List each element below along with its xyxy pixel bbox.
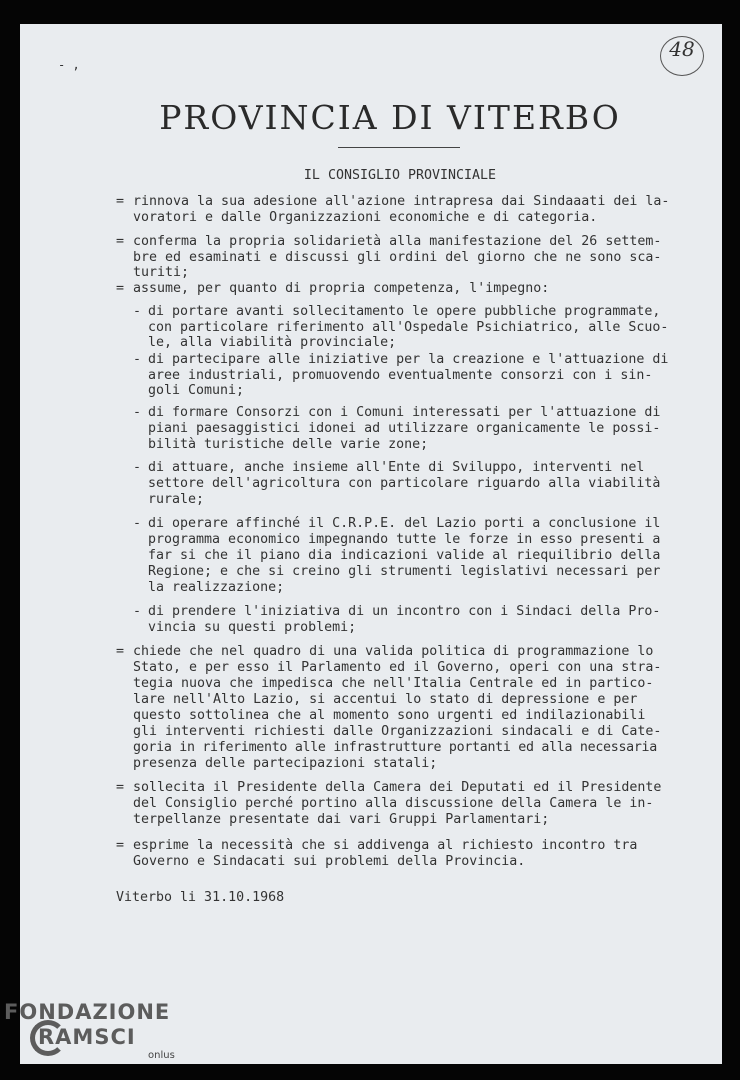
item-line: conferma la propria solidarietà alla manifestazione del 26 settem- (133, 234, 662, 249)
page-number: 48 (669, 37, 695, 61)
item-line: Stato, e per esso il Parlamento ed il Governo, operi con una stra- (133, 660, 662, 675)
subitem-line: con particolare riferimento all'Ospedale Psichiatrico, alle Scuo- (148, 320, 669, 335)
item-line: voratori e dalle Organizzazioni economiche e di categoria. (133, 210, 598, 225)
subitem-line: di attuare, anche insieme all'Ente di Sviluppo, interventi nel (148, 460, 645, 475)
title-underline (338, 147, 460, 148)
item-line: sollecita il Presidente della Camera dei Deputati ed il Presidente (133, 780, 662, 795)
subitem-line: piani paesaggistici idonei ad utilizzare organicamente le possi- (148, 421, 661, 436)
item-line: Governo e Sindacati sui problemi della Provincia. (133, 854, 526, 869)
item-line: gli interventi richiesti dalle Organizzazioni sindacali e di Cate- (133, 724, 662, 739)
subitem-bullet: - (133, 304, 142, 319)
document-title: PROVINCIA DI VITERBO (159, 98, 621, 137)
subitem-line: far si che il piano dia indicazioni valide al riequilibrio della (148, 548, 661, 563)
item-bullet: = (116, 644, 125, 659)
subitem-line: di operare affinché il C.R.P.E. del Lazio porti a conclusione il (148, 516, 661, 531)
subitem-line: di partecipare alle iniziative per la creazione e l'attuazione di (148, 352, 669, 367)
item-line: terpellanze presentate dai vari Gruppi Parlamentari; (133, 812, 550, 827)
watermark-line-1: FONDAZIONE (4, 1000, 171, 1024)
subitem-line: goli Comuni; (148, 383, 245, 398)
item-line: del Consiglio perché portino alla discussione della Camera le in- (133, 796, 654, 811)
item-bullet: = (116, 234, 125, 249)
margin-marks: - , (58, 58, 80, 72)
subitem-line: le, alla viabilità provinciale; (148, 335, 397, 350)
item-line: presenza delle partecipazioni statali; (133, 756, 438, 771)
subitem-bullet: - (133, 405, 142, 420)
item-line: chiede che nel quadro di una valida politica di programmazione lo (133, 644, 654, 659)
item-line: esprime la necessità che si addivenga al richiesto incontro tra (133, 838, 638, 853)
subitem-line: di prendere l'iniziativa di un incontro con i Sindaci della Pro- (148, 604, 661, 619)
subitem-line: di formare Consorzi con i Comuni interessati per l'attuazione di (148, 405, 661, 420)
subitem-line: rurale; (148, 492, 205, 507)
item-line: questo sottolinea che al momento sono urgenti ed indilazionabili (133, 708, 646, 723)
subitem-bullet: - (133, 460, 142, 475)
item-line: goria in riferimento alle infrastrutture portanti ed alla necessaria (133, 740, 657, 755)
item-line: rinnova la sua adesione all'azione intrapresa dai Sindaaati dei la- (133, 194, 670, 209)
subitem-line: di portare avanti sollecitamento le opere pubbliche programmate, (148, 304, 661, 319)
subitem-bullet: - (133, 604, 142, 619)
date-line: Viterbo li 31.10.1968 (116, 890, 285, 905)
item-bullet: = (116, 194, 125, 209)
subitem-bullet: - (133, 352, 142, 367)
subitem-line: bilità turistiche delle varie zone; (148, 437, 429, 452)
watermark-line-3: onlus (148, 1050, 175, 1061)
page-number-circle (660, 36, 704, 76)
item-line: bre ed esaminati e discussi gli ordini del giorno che ne sono sca- (133, 250, 662, 265)
item-bullet: = (116, 281, 125, 296)
subitem-line: programma economico impegnando tutte le forze in esso presenti a (148, 532, 661, 547)
watermark-line-2: RAMSCI (38, 1025, 136, 1049)
item-bullet: = (116, 838, 125, 853)
document-subtitle: IL CONSIGLIO PROVINCIALE (303, 168, 497, 183)
subitem-bullet: - (133, 516, 142, 531)
subitem-line: Regione; e che si creino gli strumenti legislativi necessari per (148, 564, 661, 579)
subitem-line: vincia su questi problemi; (148, 620, 357, 635)
item-line: tegia nuova che impedisca che nell'Italia Centrale ed in partico- (133, 676, 654, 691)
subitem-line: la realizzazione; (148, 580, 285, 595)
item-line: assume, per quanto di propria competenza, l'impegno: (133, 281, 550, 296)
subitem-line: settore dell'agricoltura con particolare riguardo alla viabilità (148, 476, 661, 491)
item-line: lare nell'Alto Lazio, si accentui lo stato di depressione e per (133, 692, 638, 707)
subitem-line: aree industriali, promuovendo eventualmente consorzi con i sin- (148, 368, 653, 383)
item-line: turiti; (133, 265, 190, 280)
item-bullet: = (116, 780, 125, 795)
